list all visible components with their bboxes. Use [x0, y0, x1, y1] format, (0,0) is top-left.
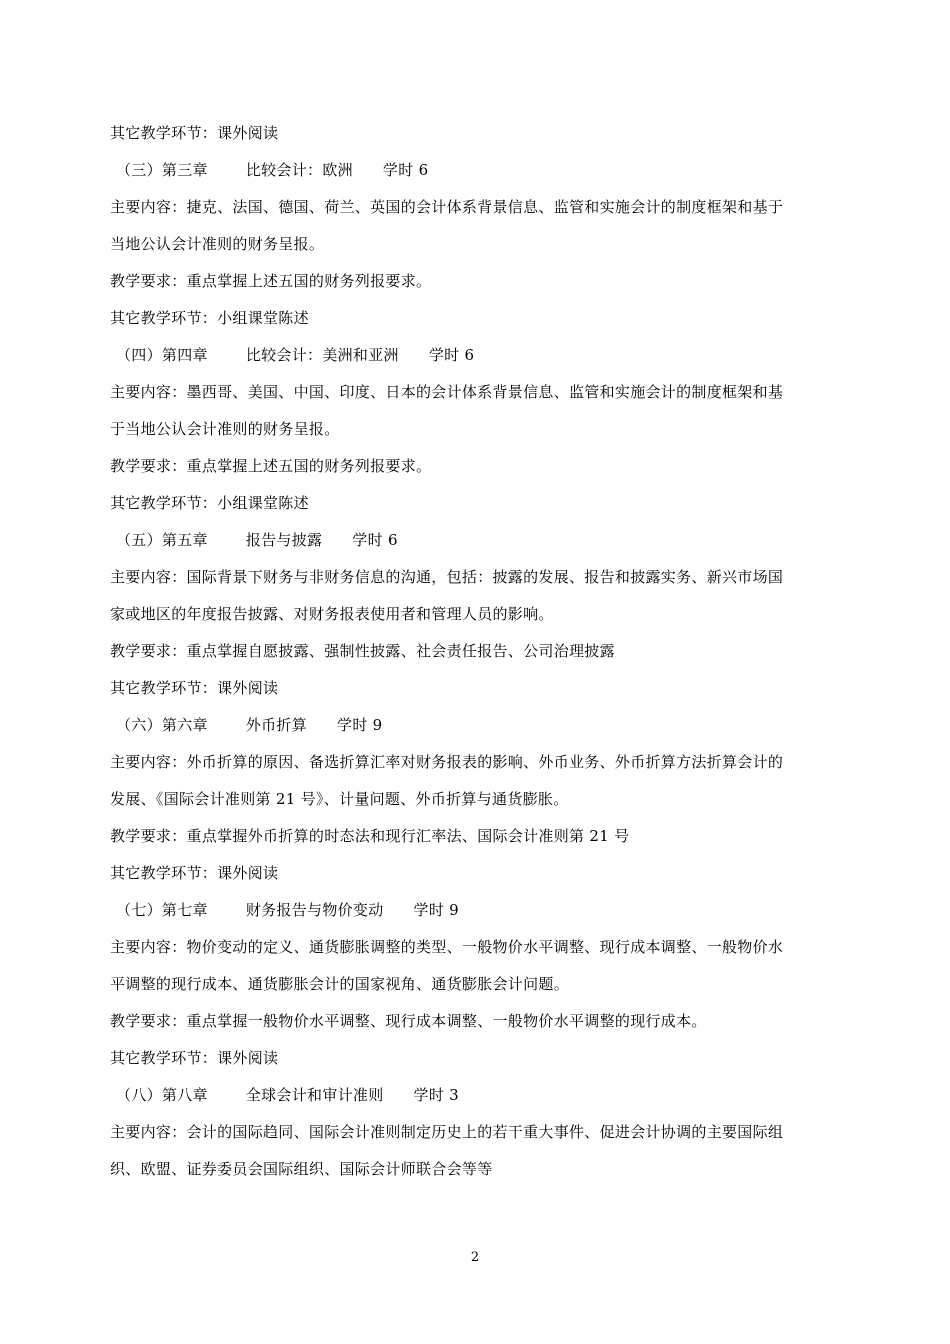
chapter-number: （五）第五章	[116, 531, 208, 549]
chapter-heading-7	[110, 896, 845, 924]
main-content-line: 主要内容：国际背景下财务与非财务信息的沟通，包括：披露的发展、报告和披露实务、新兴市场国	[110, 568, 784, 586]
main-content-line: 主要内容：外币折算的原因、备选折算汇率对财务报表的影响、外币业务、外币折算方法折算会计的	[110, 753, 784, 771]
other-activity-line: 其它教学环节：课外阅读	[110, 124, 279, 142]
chapter-hours: 学时 6	[382, 161, 429, 179]
main-content-line: 当地公认会计准则的财务呈报。	[110, 235, 325, 253]
chapter-number: （七）第七章	[116, 901, 208, 919]
teaching-requirement-line: 教学要求：重点掌握自愿披露、强制性披露、社会责任报告、公司治理披露	[110, 642, 615, 660]
main-content-line: 主要内容：捷克、法国、德国、荷兰、英国的会计体系背景信息、监管和实施会计的制度框架和基于	[110, 198, 784, 216]
chapter-title: 全球会计和审计准则	[245, 1086, 384, 1104]
chapter-title: 比较会计：欧洲	[245, 161, 353, 179]
page-number: 2	[470, 1250, 480, 1265]
teaching-requirement-line: 教学要求：重点掌握一般物价水平调整、现行成本调整、一般物价水平调整的现行成本。	[110, 1012, 707, 1030]
other-activity-line: 其它教学环节：小组课堂陈述	[110, 309, 309, 327]
chapter-hours: 学时 9	[337, 716, 383, 734]
chapter-number: （四）第四章	[116, 346, 208, 364]
chapter-hours: 学时 3	[413, 1086, 460, 1104]
main-content-line: 于当地公认会计准则的财务呈报。	[110, 420, 340, 438]
main-content-line: 平调整的现行成本、通货膨胀会计的国家视角、通货膨胀会计问题。	[110, 975, 570, 993]
main-content-line: 家或地区的年度报告披露、对财务报表使用者和管理人员的影响。	[110, 605, 554, 623]
chapter-number: （三）第三章	[116, 161, 208, 179]
chapter-number: （六）第六章	[116, 716, 208, 734]
chapter-heading-6	[110, 711, 845, 739]
chapter-number: （八）第八章	[116, 1086, 208, 1104]
other-activity-line: 其它教学环节：小组课堂陈述	[110, 494, 309, 512]
chapter-title: 财务报告与物价变动	[245, 901, 384, 919]
chapter-title: 外币折算	[245, 716, 308, 734]
chapter-hours: 学时 6	[352, 531, 398, 549]
other-activity-line: 其它教学环节：课外阅读	[110, 679, 279, 697]
document-body	[110, 119, 845, 1192]
other-activity-line: 其它教学环节：课外阅读	[110, 1049, 279, 1067]
chapter-heading-5	[110, 526, 845, 554]
main-content-line: 主要内容：会计的国际趋同、国际会计准则制定历史上的若干重大事件、促进会计协调的主要国际组	[110, 1123, 784, 1141]
teaching-requirement-line: 教学要求：重点掌握外币折算的时态法和现行汇率法、国际会计准则第 21 号	[110, 827, 630, 845]
chapter-hours: 学时 6	[428, 346, 475, 364]
chapter-heading-4	[110, 341, 845, 369]
main-content-line: 主要内容：墨西哥、美国、中国、印度、日本的会计体系背景信息、监管和实施会计的制度框架和基	[110, 383, 784, 401]
other-activity-line: 其它教学环节：课外阅读	[110, 864, 279, 882]
chapter-heading-8	[110, 1081, 845, 1109]
main-content-line: 主要内容：物价变动的定义、通货膨胀调整的类型、一般物价水平调整、现行成本调整、一般物价水	[110, 938, 784, 956]
chapter-title: 报告与披露	[245, 531, 323, 549]
teaching-requirement-line: 教学要求：重点掌握上述五国的财务列报要求。	[110, 272, 432, 290]
teaching-requirement-line: 教学要求：重点掌握上述五国的财务列报要求。	[110, 457, 432, 475]
chapter-title: 比较会计：美洲和亚洲	[245, 346, 399, 364]
chapter-heading-3	[110, 156, 845, 184]
chapter-hours: 学时 9	[413, 901, 460, 919]
main-content-line: 织、欧盟、证券委员会国际组织、国际会计师联合会等等	[110, 1160, 493, 1178]
main-content-line: 发展、《国际会计准则第 21 号》、计量问题、外币折算与通货膨胀。	[110, 790, 569, 808]
